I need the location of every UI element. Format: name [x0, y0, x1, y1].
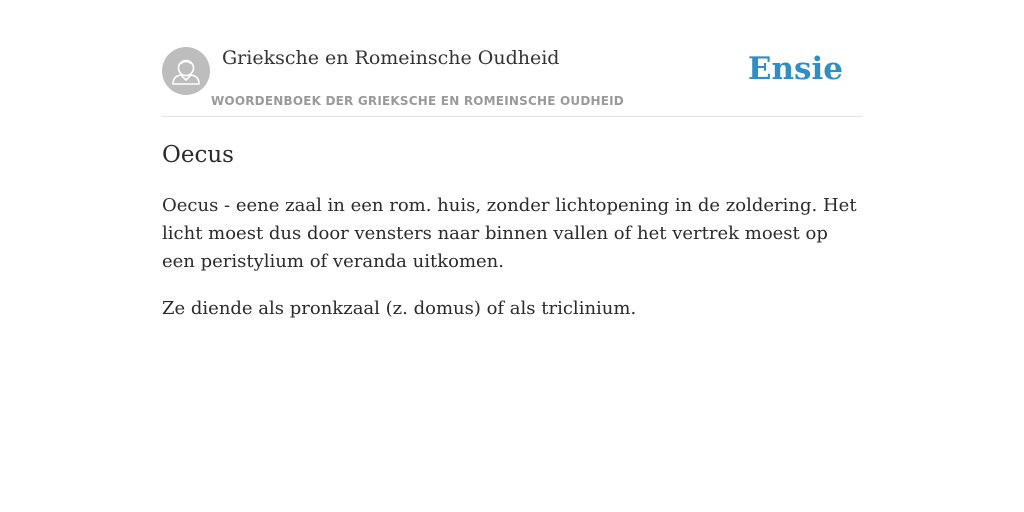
- content-container: [162, 0, 862, 319]
- header: [162, 0, 862, 117]
- book-subtitle: WOORDENBOEK DER GRIEKSCHE EN ROMEINSCHE OUDHEID: [211, 94, 624, 108]
- entry-paragraph: Oecus - eene zaal in een rom. huis, zonder lichtopening in de zoldering. Het licht moest dus door vensters naar binnen vallen of het vertrek moest op een peristylium of veranda uitkomen.: [162, 195, 857, 272]
- ensie-logo[interactable]: Ensie: [747, 51, 843, 87]
- book-title-link[interactable]: Grieksche en Romeinsche Oudheid: [222, 47, 560, 69]
- user-icon: [162, 47, 210, 95]
- entry-body: [162, 192, 862, 342]
- entry-title: Oecus: [162, 142, 234, 168]
- avatar[interactable]: [162, 47, 210, 95]
- entry-paragraph: Ze diende als pronkzaal (z. domus) of als triclinium.: [162, 298, 637, 319]
